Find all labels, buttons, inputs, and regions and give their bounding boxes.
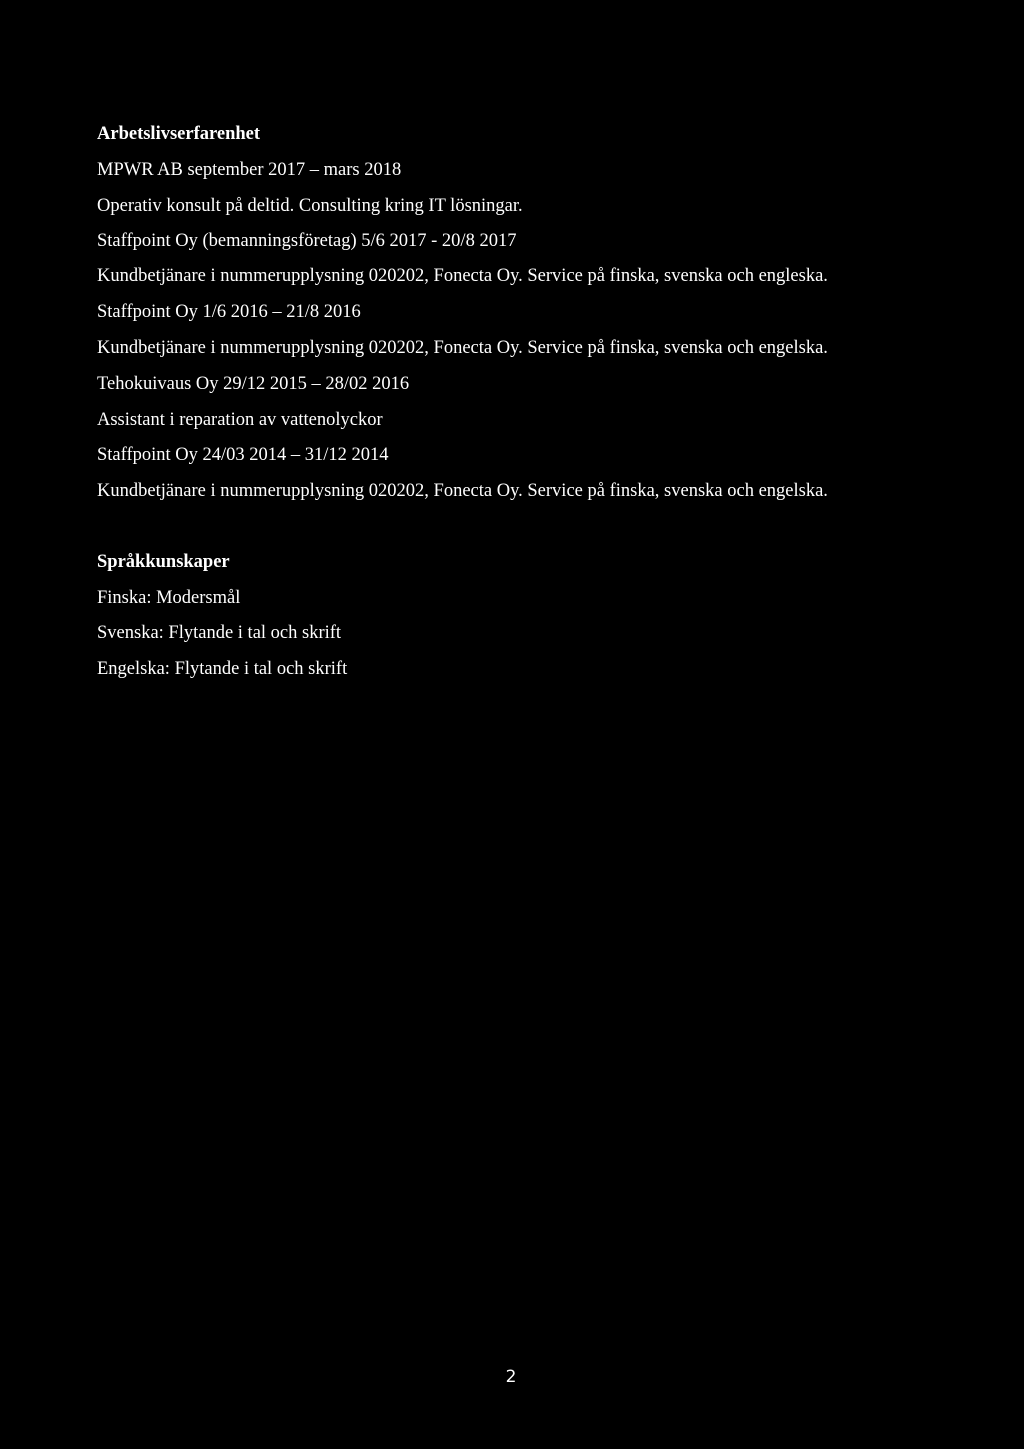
section-heading-languages: Språkkunskaper (97, 552, 230, 572)
work-entry-description-line: Operativ konsult på deltid. Consulting kring IT lösningar. (97, 196, 523, 216)
work-entry-description-line: Kundbetjänare i nummerupplysning 020202, Fonecta Oy. Service på finska, svenska och engleska. (97, 266, 828, 286)
language-item: Svenska: Flytande i tal och skrift (97, 623, 342, 643)
language-item: Engelska: Flytande i tal och skrift (97, 659, 348, 679)
work-entry-employer-line: Staffpoint Oy 1/6 2016 – 21/8 2016 (97, 302, 361, 322)
work-entry-employer-line: MPWR AB september 2017 – mars 2018 (97, 160, 402, 180)
work-entry-employer-line: Staffpoint Oy (bemanningsföretag) 5/6 2017 - 20/8 2017 (97, 231, 517, 251)
page-number-text: 2 (505, 1367, 517, 1387)
page-number (0, 1366, 1024, 1388)
section-heading-work-experience: Arbetslivserfarenhet (97, 124, 261, 144)
work-entry-employer-line: Tehokuivaus Oy 29/12 2015 – 28/02 2016 (97, 374, 410, 394)
work-entry-description-line: Assistant i reparation av vattenolyckor (97, 410, 383, 430)
work-entry-employer-line: Staffpoint Oy 24/03 2014 – 31/12 2014 (97, 445, 389, 465)
language-item: Finska: Modersmål (97, 588, 241, 608)
work-entry-description-line: Kundbetjänare i nummerupplysning 020202, Fonecta Oy. Service på finska, svenska och engelska. (97, 481, 828, 501)
work-entry-description-line: Kundbetjänare i nummerupplysning 020202, Fonecta Oy. Service på finska, svenska och engelska. (97, 338, 828, 358)
